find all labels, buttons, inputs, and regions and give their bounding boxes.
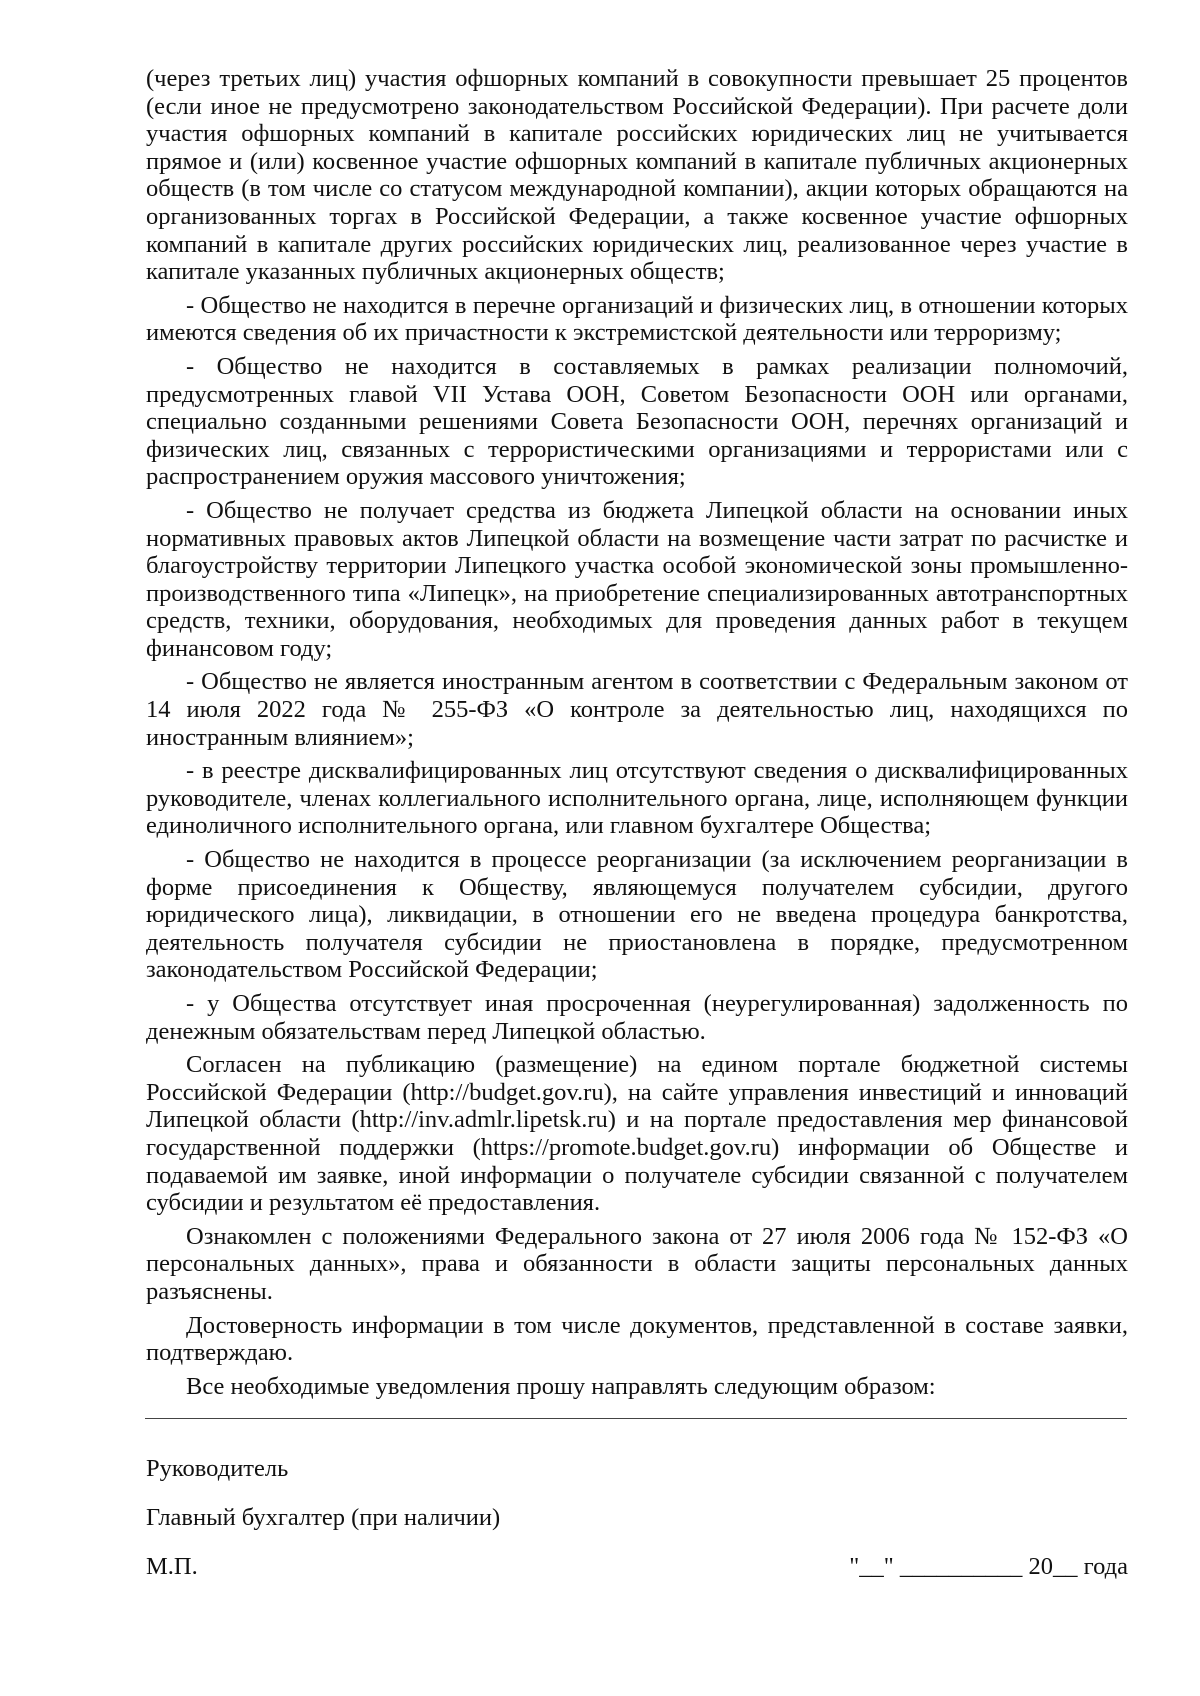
- paragraph-overdue-debt: - у Общества отсутствует иная просроченная (неурегулированная) задолженность по денежным обязательствам перед Липецкой областью.: [146, 990, 1128, 1045]
- paragraph-regional-budget-funds: - Общество не получает средства из бюджета Липецкой области на основании иных нормативных правовых актов Липецкой области на возмещение части затрат по расчистке и благоустройству территории Липецкого участка особой экономической зоны промышленно-производственного типа «Липецк», на приобретение специализированных автотранспортных средств, техники, оборудования, необходимых для проведения данных работ в текущем финансовом году;: [146, 496, 1128, 662]
- paragraph-offshore-continuation: (через третьих лиц) участия офшорных компаний в совокупности превышает 25 процентов (если иное не предусмотрено законодательством Российской Федерации). При расчете доли участия офшорных компаний в капитале российских юридических лиц не учитывается прямое и (или) косвенное участие офшорных компаний в капитале публичных акционерных обществ (в том числе со статусом международной компании), акции которых обращаются на организованных торгах в Российской Федерации, а также косвенное участие офшорных компаний в капитале других российских юридических лиц, реализованное через участие в капитале указанных публичных акционерных обществ;: [146, 65, 1128, 286]
- date-field: "__" __________ 20__ года: [849, 1552, 1128, 1580]
- stamp-date-row: [146, 1553, 1128, 1581]
- stamp-label: М.П.: [146, 1552, 198, 1580]
- paragraph-foreign-agent: - Общество не является иностранным агентом в соответствии с Федеральным законом от 14 июля 2022 года № 255-ФЗ «О контроле за деятельностью лиц, находящихся по иностранным влиянием»;: [146, 668, 1128, 751]
- signature-block: [146, 1455, 1128, 1580]
- paragraph-extremism-list: - Общество не находится в перечне организаций и физических лиц, в отношении которых имеются сведения об их причастности к экстремистской деятельности или терроризму;: [146, 291, 1128, 347]
- paragraph-disqualified-persons: - в реестре дисквалифицированных лиц отсутствуют сведения о дисквалифицированных руководителе, членах коллегиального исполнительного органа, лице, исполняющем функции единоличного исполнительного органа, или главном бухгалтере Общества;: [146, 757, 1128, 840]
- paragraph-reorganization: - Общество не находится в процессе реорганизации (за исключением реорганизации в форме присоединения к Обществу, являющемуся получателем субсидии, другого юридического лица), ликвидации, в отношении его не введена процедура банкротства, деятельность получателя субсидии не приостановлена в порядке, предусмотренном законодательством Российской Федерации;: [146, 846, 1128, 984]
- paragraph-notification-method: Все необходимые уведомления прошу направлять следующим образом:: [186, 1372, 936, 1400]
- paragraph-information-reliability: Достоверность информации в том числе документов, представленной в составе заявки, подтверждаю.: [146, 1311, 1128, 1367]
- paragraph-publication-consent: Согласен на публикацию (размещение) на едином портале бюджетной системы Российской Федерации (http://budget.gov.ru), на сайте управления инвестиций и инноваций Липецкой области (http://inv.admlr.lipetsk.ru) и на портале предоставления мер финансовой государственной поддержки (https://promote.budget.gov.ru) информации об Обществе и подаваемой им заявке, иной информации о получателе субсидии связанной с получателем субсидии и результатом её предоставления.: [146, 1051, 1128, 1217]
- head-label: Руководитель: [146, 1455, 289, 1483]
- notification-input-line: [145, 1418, 1127, 1419]
- chief-accountant-label: Главный бухгалтер (при наличии): [146, 1503, 501, 1531]
- paragraph-un-sanctions-list: - Общество не находится в составляемых в рамках реализации полномочий, предусмотренных главой VII Устава ООН, Советом Безопасности ООН или органами, специально созданными решениями Совета Безопасности ООН, перечнях организаций и физических лиц, связанных с террористическими организациями и террористами или с распространением оружия массового уничтожения;: [146, 352, 1128, 491]
- paragraph-personal-data: Ознакомлен с положениями Федерального закона от 27 июля 2006 года № 152-ФЗ «О персональных данных», права и обязанности в области защиты персональных данных разъяснены.: [146, 1222, 1128, 1305]
